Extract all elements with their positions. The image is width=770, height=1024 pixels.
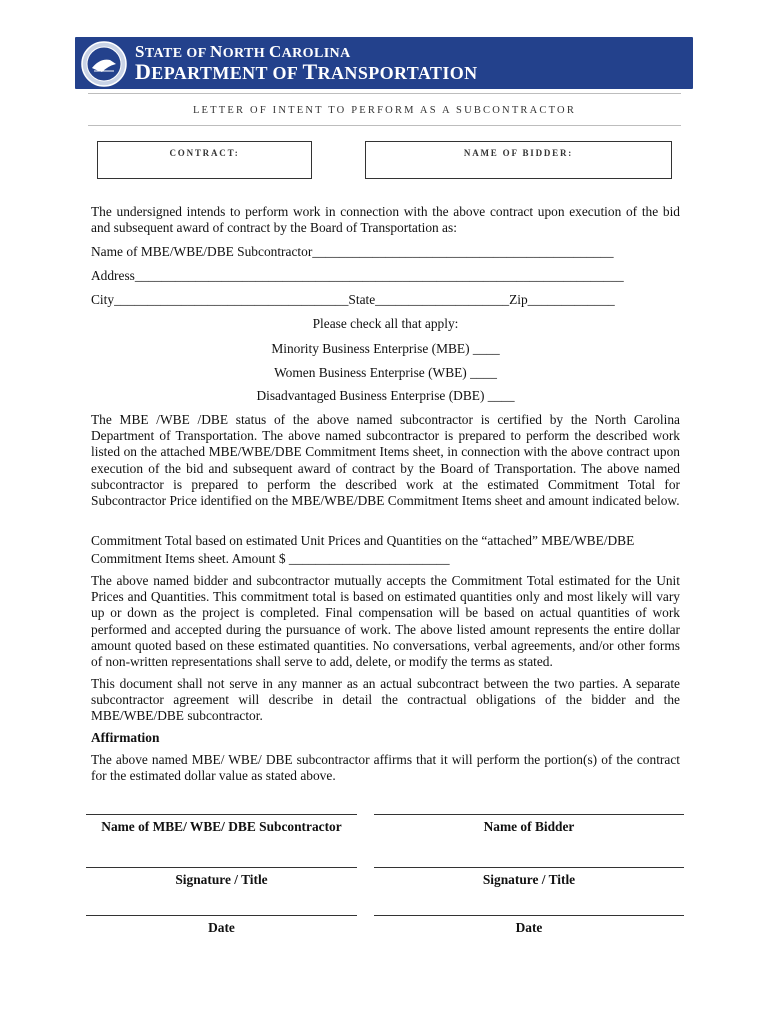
form-title: LETTER OF INTENT TO PERFORM AS A SUBCONTRACTOR xyxy=(192,105,577,116)
subcontractor-signature-label: Signature / Title xyxy=(175,872,268,887)
bidder-signature-label: Signature / Title xyxy=(482,872,576,887)
subcontractor-date-label: Date xyxy=(208,920,235,935)
bidder-name-label: Name of Bidder xyxy=(483,819,575,834)
bidder-label: NAME OF BIDDER: xyxy=(463,148,574,158)
bidder-date-label: Date xyxy=(515,920,543,935)
option-wbe[interactable]: Women Business Enterprise (WBE) ____ xyxy=(274,365,497,380)
subcontractor-signature-line[interactable] xyxy=(86,867,357,868)
bidder-name-field[interactable] xyxy=(365,141,672,179)
city-state-zip-line[interactable]: City___________________________________State____________________Zip_____________ xyxy=(91,292,615,307)
document-paragraph: This document shall not serve in any manner as an actual subcontract between the two parties. A separate subcontractor agreement will describe in detail the contractual obligations of the bidder and the MBE/WBE/DBE subcontractor. xyxy=(91,676,680,724)
subcontractor-name-line[interactable]: Name of MBE/WBE/DBE Subcontractor_____________________________________________ xyxy=(91,244,614,259)
bidder-name-signline[interactable] xyxy=(374,814,684,815)
header-divider xyxy=(88,93,681,94)
agency-state-title: STATE OF NORTH CAROLINA xyxy=(135,42,351,61)
subcontractor-name-signline[interactable] xyxy=(86,814,357,815)
affirmation-paragraph: The above named MBE/ WBE/ DBE subcontractor affirms that it will perform the portion(s) of the contract for the estimated dollar value as stated above. xyxy=(91,752,680,784)
status-paragraph: The MBE /WBE /DBE status of the above named subcontractor is certified by the North Carolina Department of Transportation. The above named subcontractor is prepared to perform the described work listed on the attached MBE/WBE/DBE Commitment Items sheet, in connection with the above contract upon execution of the bid and subsequent award of contract by the Board of Transportation. The above named subcontractor is prepared to perform the described work at the estimated Commitment Total for Subcontractor Price identified on the MBE/WBE/DBE Commitment Items sheet and amount indicated below. xyxy=(91,412,680,509)
contract-field[interactable] xyxy=(97,141,312,179)
affirmation-heading: Affirmation xyxy=(91,730,160,745)
address-line[interactable]: Address_________________________________________________________________________ xyxy=(91,268,624,283)
mutual-paragraph: The above named bidder and subcontractor mutually accepts the Commitment Total estimated for the Unit Prices and Quantities. This commitment total is based on estimated quantities only and most likely will vary up or down as the project is completed. Final compensation will be based on actual quantities of work performed and accepted during the pursuance of work. The above listed amount represents the entire dollar amount quoted based on these estimated quantities. No conversations, verbal agreements, and/or other forms of non-written representations shall serve to add, delete, or modify the terms as stated. xyxy=(91,573,680,670)
contract-label: CONTRACT: xyxy=(169,148,240,158)
option-dbe[interactable]: Disadvantaged Business Enterprise (DBE) ____ xyxy=(256,388,515,403)
check-prompt: Please check all that apply: xyxy=(312,316,459,331)
title-divider xyxy=(88,125,681,126)
commitment-amount-line[interactable]: Commitment Items sheet. Amount $ ________________________ xyxy=(91,551,450,566)
commitment-line-1: Commitment Total based on estimated Unit Prices and Quantities on the “attached” MBE/WBE/DBE xyxy=(91,533,635,548)
subcontractor-name-label: Name of MBE/ WBE/ DBE Subcontractor xyxy=(101,819,342,834)
bidder-signature-line[interactable] xyxy=(374,867,684,868)
state-seal-icon xyxy=(80,40,128,88)
intro-paragraph: The undersigned intends to perform work in connection with the above contract upon execution of the bid and subsequent award of contract by the Board of Transportation as: xyxy=(91,204,680,236)
bidder-date-line[interactable] xyxy=(374,915,684,916)
subcontractor-date-line[interactable] xyxy=(86,915,357,916)
agency-department-title: DEPARTMENT OF TRANSPORTATION xyxy=(135,59,478,84)
option-mbe[interactable]: Minority Business Enterprise (MBE) ____ xyxy=(271,341,500,356)
